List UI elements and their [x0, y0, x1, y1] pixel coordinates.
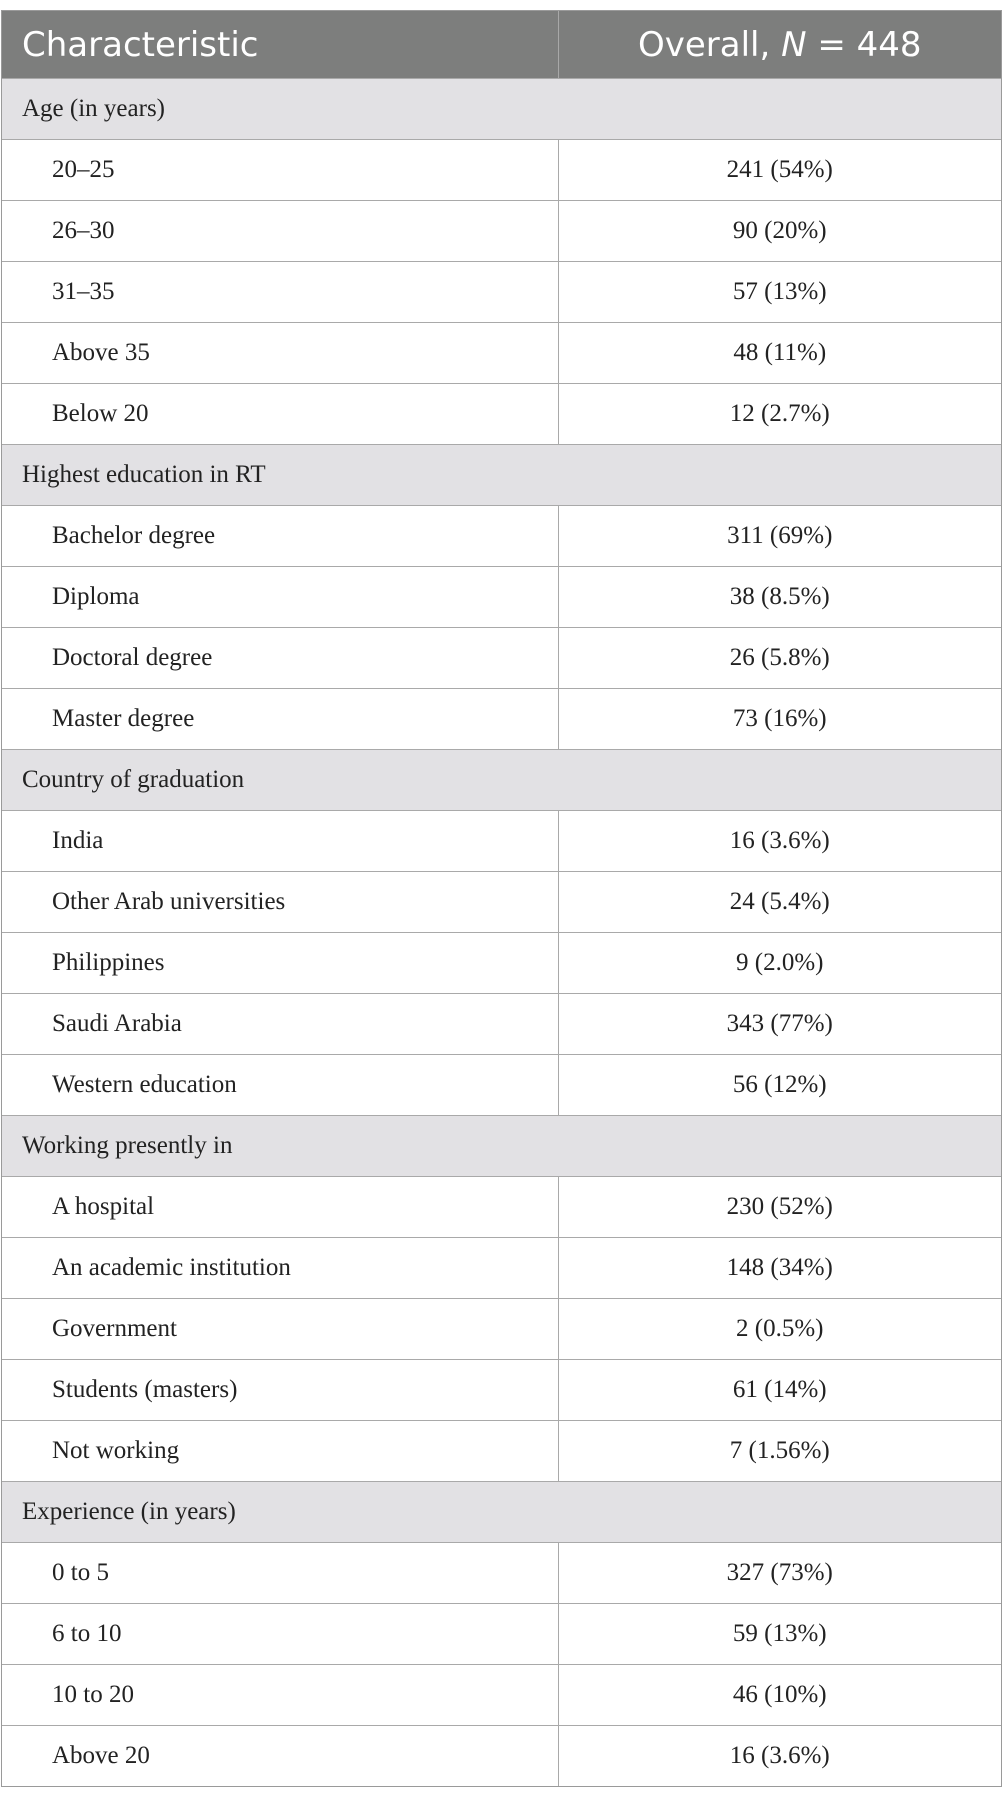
table-row [2, 1726, 1001, 1787]
row-label: 20–25 [2, 140, 558, 201]
section-title: Experience (in years) [2, 1482, 1001, 1543]
row-label: A hospital [2, 1177, 558, 1238]
table-row [2, 994, 1001, 1055]
column-header-characteristic: Characteristic [2, 11, 558, 79]
row-value: 73 (16%) [558, 689, 1001, 750]
row-value: 311 (69%) [558, 506, 1001, 567]
table-row [2, 628, 1001, 689]
characteristics-table-container [1, 10, 1002, 1787]
table-row [2, 262, 1001, 323]
section-header-row [2, 1116, 1001, 1177]
row-label: Below 20 [2, 384, 558, 445]
row-label: 0 to 5 [2, 1543, 558, 1604]
row-label: Students (masters) [2, 1360, 558, 1421]
table-row [2, 811, 1001, 872]
row-label: Government [2, 1299, 558, 1360]
row-label: Other Arab universities [2, 872, 558, 933]
row-value: 16 (3.6%) [558, 811, 1001, 872]
table-row [2, 1238, 1001, 1299]
table-row [2, 872, 1001, 933]
table-row [2, 1665, 1001, 1726]
row-label: 26–30 [2, 201, 558, 262]
table-row [2, 1543, 1001, 1604]
table-row [2, 1421, 1001, 1482]
row-value: 343 (77%) [558, 994, 1001, 1055]
table-row [2, 140, 1001, 201]
row-label: An academic institution [2, 1238, 558, 1299]
row-label: Not working [2, 1421, 558, 1482]
overall-prefix: Overall, [637, 24, 782, 65]
row-value: 56 (12%) [558, 1055, 1001, 1116]
table-row [2, 384, 1001, 445]
row-value: 61 (14%) [558, 1360, 1001, 1421]
row-value: 38 (8.5%) [558, 567, 1001, 628]
row-label: Master degree [2, 689, 558, 750]
row-label: Saudi Arabia [2, 994, 558, 1055]
table-row [2, 933, 1001, 994]
row-value: 9 (2.0%) [558, 933, 1001, 994]
section-title: Country of graduation [2, 750, 1001, 811]
row-label: Above 35 [2, 323, 558, 384]
table-row [2, 1055, 1001, 1116]
row-value: 59 (13%) [558, 1604, 1001, 1665]
table-row [2, 1177, 1001, 1238]
row-label: Diploma [2, 567, 558, 628]
row-value: 2 (0.5%) [558, 1299, 1001, 1360]
table-row [2, 1360, 1001, 1421]
row-value: 24 (5.4%) [558, 872, 1001, 933]
row-label: Philippines [2, 933, 558, 994]
column-header-overall [558, 11, 1001, 79]
row-value: 12 (2.7%) [558, 384, 1001, 445]
row-value: 230 (52%) [558, 1177, 1001, 1238]
section-header-row [2, 750, 1001, 811]
section-title: Age (in years) [2, 79, 1001, 140]
row-label: 31–35 [2, 262, 558, 323]
row-label: 10 to 20 [2, 1665, 558, 1726]
row-label: India [2, 811, 558, 872]
section-header-row [2, 79, 1001, 140]
row-value: 90 (20%) [558, 201, 1001, 262]
row-value: 48 (11%) [558, 323, 1001, 384]
row-label: Western education [2, 1055, 558, 1116]
row-value: 148 (34%) [558, 1238, 1001, 1299]
row-value: 57 (13%) [558, 262, 1001, 323]
table-row [2, 689, 1001, 750]
row-value: 241 (54%) [558, 140, 1001, 201]
table-row [2, 1604, 1001, 1665]
table-row [2, 506, 1001, 567]
row-value: 26 (5.8%) [558, 628, 1001, 689]
section-header-row [2, 1482, 1001, 1543]
table-body [2, 79, 1001, 1787]
table-row [2, 201, 1001, 262]
row-value: 46 (10%) [558, 1665, 1001, 1726]
table-row [2, 1299, 1001, 1360]
table-row [2, 567, 1001, 628]
row-label: Bachelor degree [2, 506, 558, 567]
row-label: Doctoral degree [2, 628, 558, 689]
characteristics-table [2, 11, 1001, 1786]
section-title: Highest education in RT [2, 445, 1001, 506]
row-value: 327 (73%) [558, 1543, 1001, 1604]
section-header-row [2, 445, 1001, 506]
row-value: 7 (1.56%) [558, 1421, 1001, 1482]
overall-suffix: = 448 [806, 24, 922, 65]
row-value: 16 (3.6%) [558, 1726, 1001, 1787]
section-title: Working presently in [2, 1116, 1001, 1177]
row-label: 6 to 10 [2, 1604, 558, 1665]
overall-n-symbol: N [781, 24, 807, 65]
row-label: Above 20 [2, 1726, 558, 1787]
table-row [2, 323, 1001, 384]
table-header-row [2, 11, 1001, 79]
